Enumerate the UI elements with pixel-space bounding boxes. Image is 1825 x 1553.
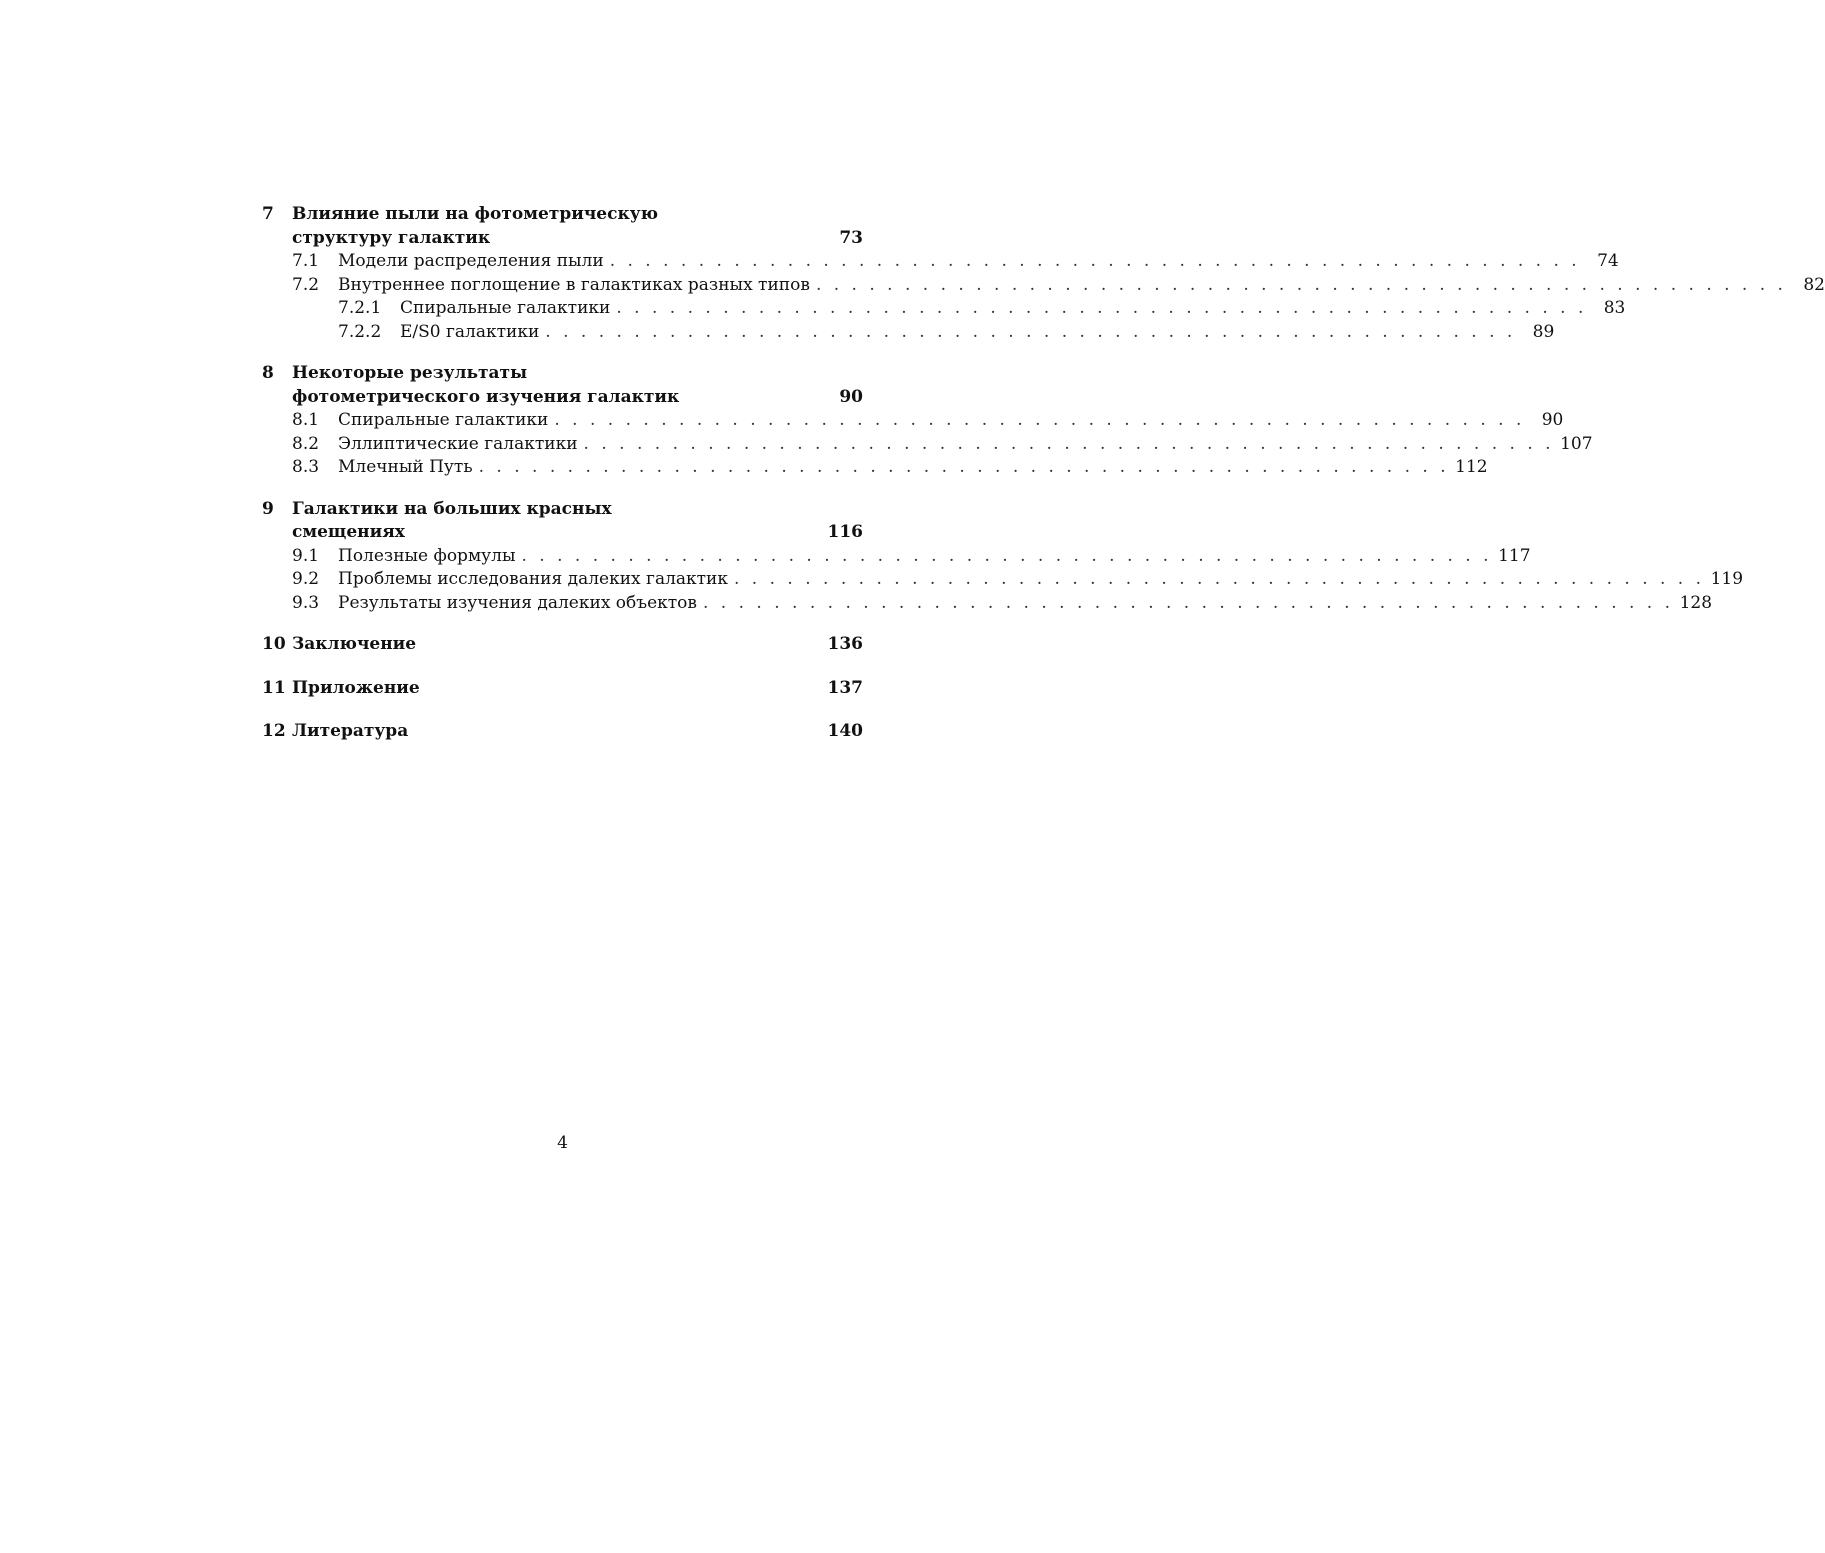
section-number: 9.1 [292,545,320,566]
chapter-heading-line1 [262,362,863,386]
toc-section [262,456,1488,480]
section-page: 112 [1455,457,1488,477]
section-number: 9.2 [292,569,320,589]
section-title: Эллиптические галактики [338,433,578,454]
section-title: Модели распределения пыли [338,251,604,271]
leader-dots [554,409,1521,433]
section-page: 90 [1541,410,1564,430]
toc-subsection [262,297,1626,321]
chapter-number: 10 [262,634,286,654]
chapter-heading-line2 [262,386,863,410]
chapter-heading-line1 [262,498,863,522]
section-title: Млечный Путь [338,457,473,477]
leader-dots [522,545,1489,569]
leader-dots [734,568,1701,592]
section-title: Внутреннее поглощение в галактиках разных типов [338,274,810,295]
chapter-heading-line1 [262,203,863,227]
toc-subsection [262,321,1555,345]
section-page: 74 [1597,251,1619,271]
section-title: Спиральные галактики [338,410,549,430]
section-page: 107 [1560,433,1593,454]
toc-section [262,250,1619,274]
leader-dots [584,433,1551,457]
toc-section [262,545,1531,569]
section-number: 9.3 [292,592,320,613]
chapter-title: Литература [292,721,409,741]
chapter-title-continued: фотометрического изучения галактик [292,386,680,407]
chapter-number: 11 [262,677,286,698]
chapter-title-continued: смещениях [292,522,405,542]
subsection-number: 7.2.2 [338,321,382,342]
chapter-page: 140 [827,721,863,741]
section-number: 7.2 [292,274,320,295]
section-page: 119 [1710,569,1744,589]
leader-dots [703,592,1670,616]
section-page: 117 [1498,545,1531,566]
table-of-contents [262,203,1825,764]
section-number: 7.1 [292,251,320,271]
chapter-heading [262,720,863,744]
subsection-title: Спиральные галактики [400,298,611,318]
chapter-page: 90 [839,386,863,407]
subsection-title: E/S0 галактики [400,321,540,342]
section-page: 82 [1803,274,1825,295]
chapter-page: 116 [827,522,863,542]
subsection-page: 89 [1532,321,1555,342]
chapter-title: Некоторые результаты [292,363,528,383]
toc-chapter-10 [262,633,863,657]
toc-section [262,592,1713,616]
subsection-page: 83 [1603,298,1626,318]
toc-chapter-8 [262,362,1593,480]
leader-dots [479,456,1446,480]
section-title: Результаты изучения далеких объектов [338,592,697,613]
toc-section [262,409,1564,433]
chapter-title: Приложение [292,677,420,698]
chapter-heading-line2 [262,521,863,545]
chapter-heading [262,633,863,657]
section-number: 8.2 [292,433,320,454]
toc-chapter-9 [262,498,1744,616]
chapter-number: 8 [262,363,274,383]
leader-dots [545,321,1512,345]
page-number: 4 [557,1133,568,1153]
chapter-title: Заключение [292,634,417,654]
chapter-title: Галактики на больших красных [292,498,612,519]
chapter-number: 9 [262,498,274,519]
chapter-title-continued: структуру галактик [292,227,491,248]
section-title: Проблемы исследования далеких галактик [338,569,728,589]
section-page: 128 [1679,592,1713,613]
leader-dots [616,297,1583,321]
leader-dots [816,274,1783,298]
chapter-title: Влияние пыли на фотометрическую [292,204,659,224]
toc-section [262,568,1744,592]
subsection-number: 7.2.1 [338,298,382,318]
toc-chapter-12 [262,720,863,744]
chapter-page: 73 [839,227,863,248]
chapter-number: 12 [262,721,286,741]
section-title: Полезные формулы [338,545,516,566]
section-number: 8.1 [292,410,320,430]
toc-chapter-7 [262,203,1825,344]
chapter-heading [262,677,863,701]
toc-chapter-11 [262,677,863,701]
chapter-page: 137 [827,677,863,698]
chapter-page: 136 [827,634,863,654]
chapter-number: 7 [262,204,274,224]
toc-section [262,433,1593,457]
leader-dots [610,250,1577,274]
section-number: 8.3 [292,457,320,477]
toc-section [262,274,1825,298]
chapter-heading-line2 [262,227,863,251]
